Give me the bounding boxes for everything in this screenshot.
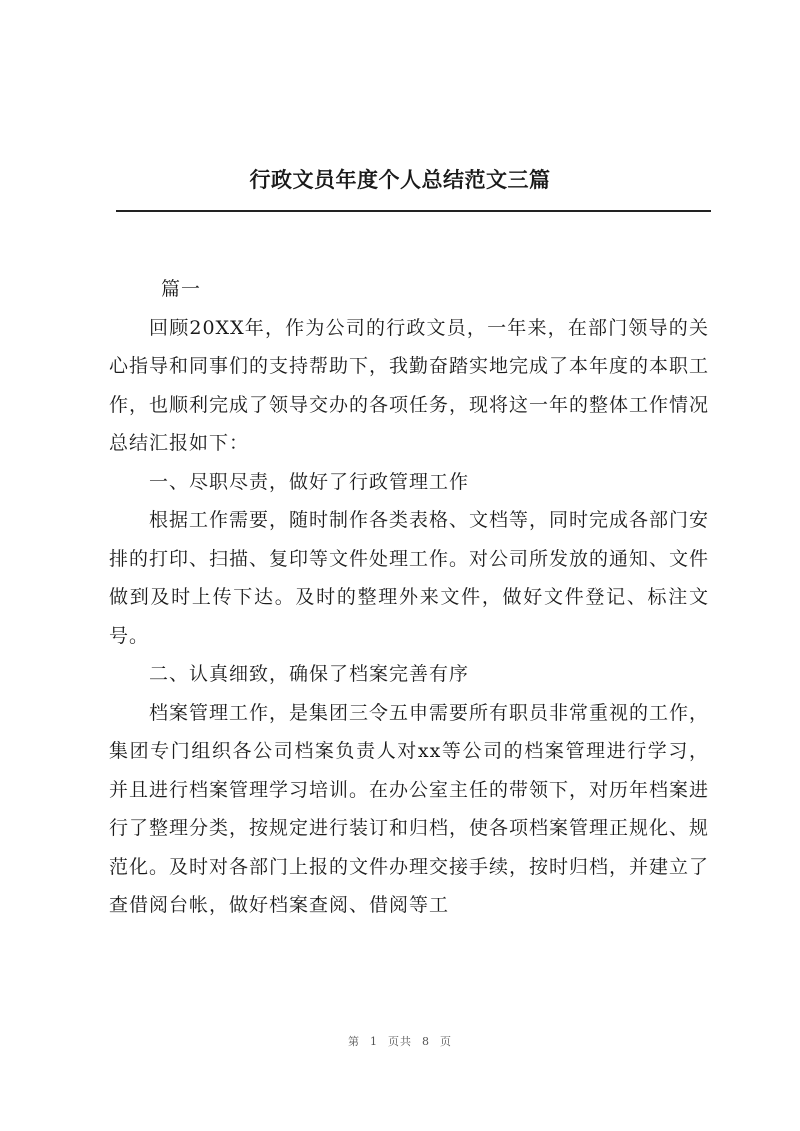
footer-total-pages: 8 <box>422 1035 430 1048</box>
heading-two: 二、认真细致，确保了档案完善有序 <box>149 663 470 685</box>
document-body <box>109 270 709 925</box>
footer-suffix: 页 <box>440 1035 452 1048</box>
footer-prefix: 第 <box>348 1035 360 1048</box>
footer-mid: 页共 <box>388 1035 412 1048</box>
footer-current-page: 1 <box>370 1035 378 1048</box>
paragraph-archives: 档案管理工作，是集团三令五申需要所有职员非常重视的工作，集团专门组织各公司档案负责人对xx等公司的档案管理进行学习，并且进行档案管理学习培训。在办公室主任的带领下，对历年档案进行了整理分类，按规定进行装订和归档，使各项档案管理正规化、规范化。及时对各部门上报的文件办理交接手续，按时归档，并建立了查借阅台帐，做好档案查阅、借阅等工 <box>109 701 710 916</box>
section-label: 篇一 <box>161 278 202 300</box>
page-footer <box>0 1033 800 1049</box>
title-divider <box>116 210 711 212</box>
paragraph-admin-work: 根据工作需要，随时制作各类表格、文档等，同时完成各部门安排的打印、扫描、复印等文件处理工作。对公司所发放的通知、文件做到及时上传下达。及时的整理外来文件，做好文件登记、标注文号。 <box>109 509 710 647</box>
heading-one: 一、尽职尽责，做好了行政管理工作 <box>149 470 470 493</box>
document-title: 行政文员年度个人总结范文三篇 <box>249 168 551 192</box>
paragraph-intro: 回顾20XX年，作为公司的行政文员，一年来，在部门领导的关心指导和同事们的支持帮助下，我勤奋踏实地完成了本年度的本职工作，也顺利完成了领导交办的各项任务，现将这一年的整体工作情况总结汇报如下： <box>109 316 710 454</box>
